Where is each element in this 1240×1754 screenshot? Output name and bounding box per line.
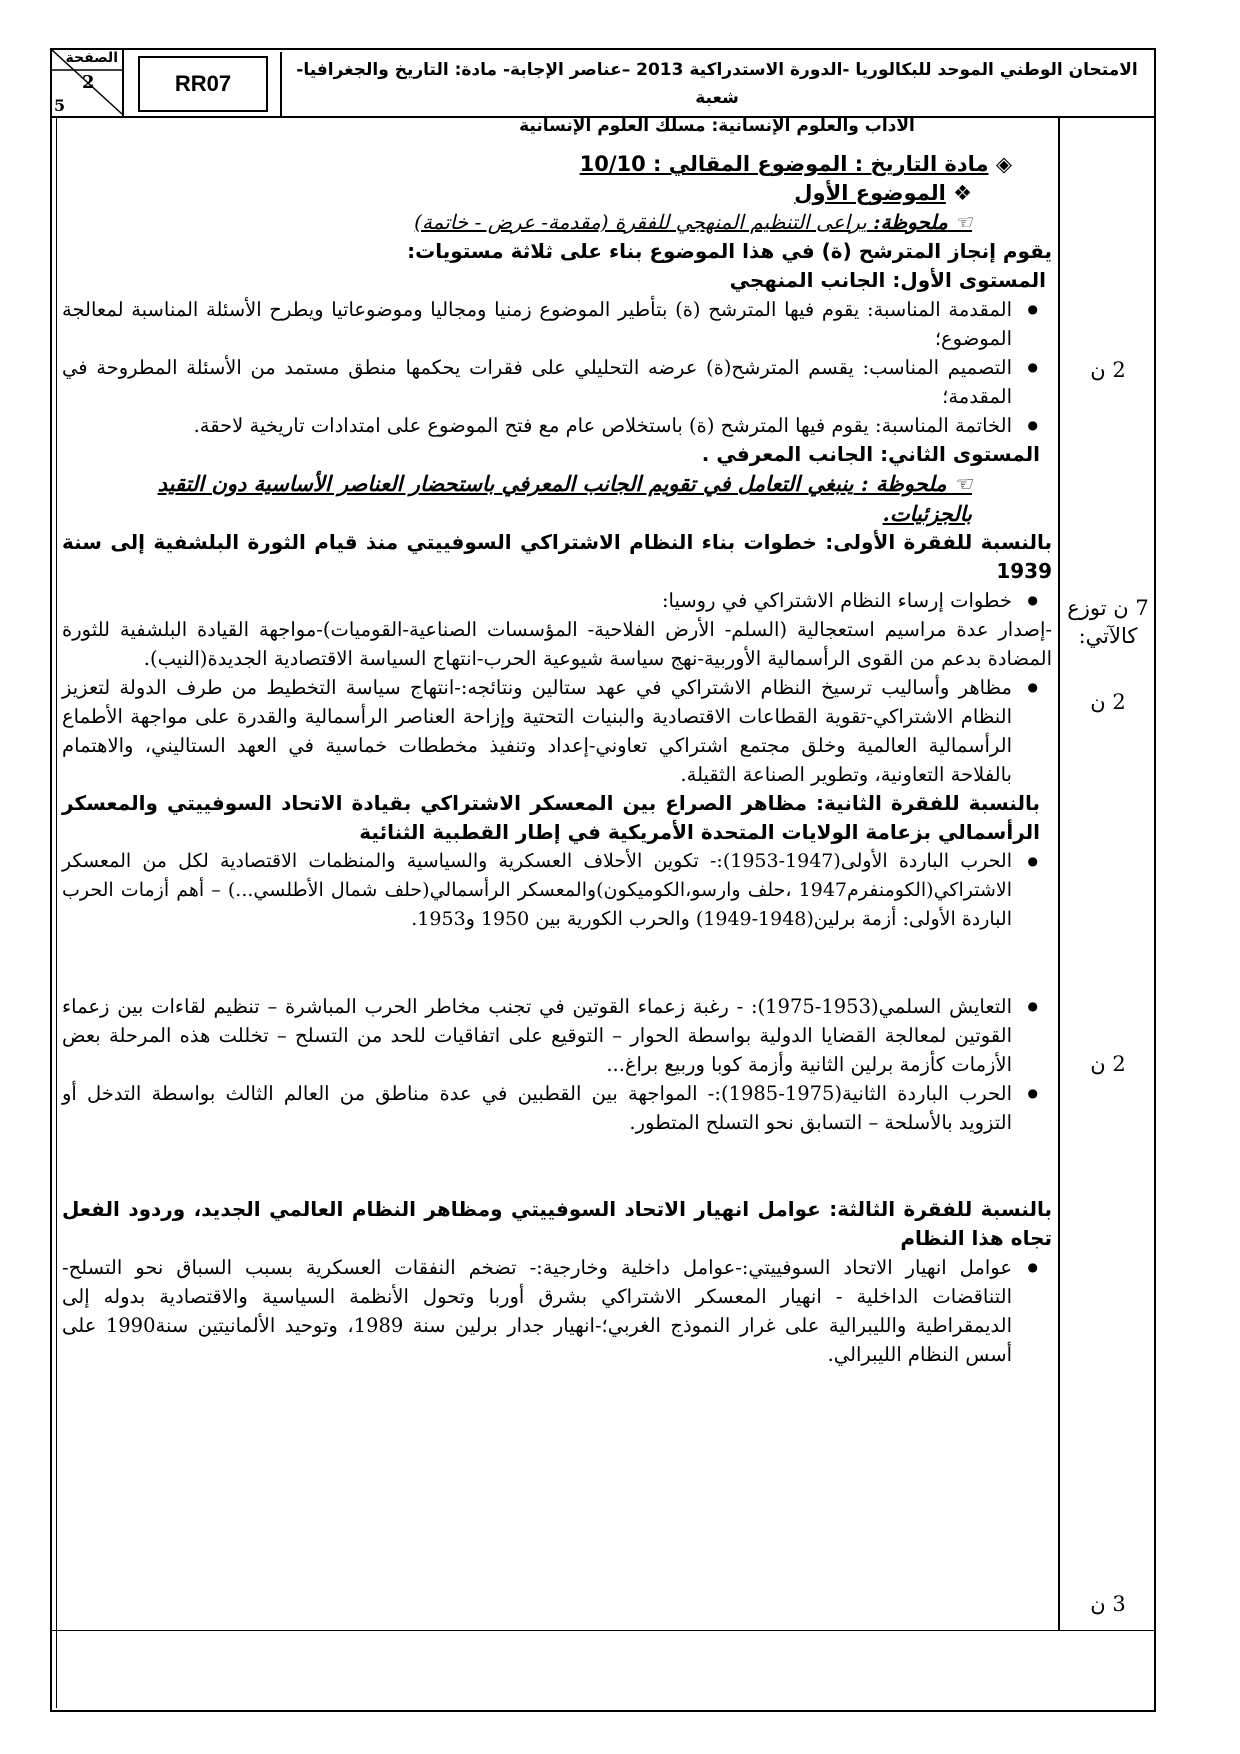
note-knowledge xyxy=(62,469,1052,528)
exam-title xyxy=(280,52,1152,136)
level1-bullet-intro: ● المقدمة المناسبة: يقوم فيها المترشح (ة) بتأطير الموضوع زمنيا ومجاليا وموضوعاتيا ويطرح الأسئلة المناسبة لمعالجة الموضوع؛ xyxy=(62,295,1052,353)
p1-bullet-steps: ● خطوات إرساء النظام الاشتراكي في روسيا: xyxy=(62,586,1052,615)
spacer xyxy=(62,1137,1052,1195)
note-label: ملحوظة: xyxy=(873,210,948,234)
note-methodology xyxy=(62,208,1052,237)
page-number: 2 xyxy=(82,72,95,93)
note2-text: ينبغي التعامل في تقويم الجانب المعرفي باستحضار العناصر الأساسية دون التقيد بالجزئيات. xyxy=(157,471,972,526)
p2-bullet-cold-war1: ● الحرب الباردة الأولى(1947-1953):- تكوين الأحلاف العسكرية والسياسية والمنظمات الاقتصادية لكل من المعسكر الاشتراكي(الكومنفرم1947 ،حلف وارسو،الكوميكون)والمعسكر الرأسمالي(حلف شمال الأطلسي...) – أهم أزمات الحرب الباردة الأولى: أزمة برلين(1948-1949) والحرب الكورية بين 1950 و1953. xyxy=(62,847,1052,934)
level2-heading: المستوى الثاني: الجانب المعرفي . xyxy=(701,442,1040,466)
pointing-hand-icon: ☜ xyxy=(946,472,972,496)
star-icon: ❖ xyxy=(945,181,972,205)
p2-bullet-coexistence: ● التعايش السلمي(1953-1975): - رغبة زعماء القوتين في تجنب مخاطر الحرب المباشرة – تنظيم لقاءات بين زعماء القوتين لمعالجة القضايا الدولية بواسطة الحوار – التوقيع على اتفاقيات للحد من التسلح – تخللت هذه المرحلة بعض الأزمات كأزمة برلين الثانية وأزمة كوبا وربيع براغ... xyxy=(62,992,1052,1079)
topic-title-text: الموضوع الأول xyxy=(794,181,946,205)
bottom-rule xyxy=(52,1630,1156,1631)
paragraph1-heading: بالنسبة للفقرة الأولى: خطوات بناء النظام الاشتراكي السوفييتي منذ قيام الثورة البلشفية إلى سنة 1939 xyxy=(62,530,1052,583)
topic-title xyxy=(62,179,1052,208)
intro-line: يقوم إنجاز المترشح (ة) في هذا الموضوع بناء على ثلاثة مستويات: xyxy=(407,239,1052,263)
score-paragraph1: 2 ن xyxy=(1090,690,1126,714)
level1-bullet-plan: ● التصميم المناسب: يقسم المترشح(ة) عرضه التحليلي على فقرات يحكمها منطق مستمد من الأسئلة المطروحة في المقدمة؛ xyxy=(62,353,1052,411)
note-text: يراعى التنظيم المنهجي للفقرة (مقدمة- عرض - خاتمة) xyxy=(414,210,867,234)
p3-bullet-collapse: ● عوامل انهيار الاتحاد السوفييتي:-عوامل داخلية وخارجية:- تضخم النفقات العسكرية بسبب السباق نحو التسلح- التناقضات الداخلية - انهيار المعسكر الاشتراكي بشرق أوربا وتحول الأنظمة السياسية والاقتصادية بدوله إلى الديمقراطية والليبرالية على غرار النموذج الغربي؛-انهيار جدار برلين سنة 1989، وتوحيد الألمانيتين سنة1990 على أسس النظام الليبرالي. xyxy=(62,1253,1052,1369)
exam-title-line2: الآداب والعلوم الإنسانية: مسلك العلوم الإنسانية xyxy=(519,116,915,136)
note2-label: ملحوظة : xyxy=(860,471,947,496)
score-paragraph3: 3 ن xyxy=(1090,1592,1126,1616)
paragraph3-heading: بالنسبة للفقرة الثالثة: عوامل انهيار الاتحاد السوفييتي ومظاهر النظام العالمي الجديد، وردود الفعل تجاه هذا النظام xyxy=(62,1197,1052,1250)
diamond-icon: ◈ xyxy=(988,152,1012,176)
level1-heading: المستوى الأول: الجانب المنهجي xyxy=(729,268,1046,292)
score-paragraph2: 2 ن xyxy=(1090,1052,1126,1076)
page-indicator xyxy=(52,50,124,116)
page-label: الصفحة xyxy=(65,50,118,66)
exam-title-line1: الامتحان الوطني الموحد للبكالوريا -الدورة الاستدراكية 2013 –عناصر الإجابة- مادة: التاريخ والجغرافيا- شعبة xyxy=(296,60,1138,108)
score-level1: 2 ن xyxy=(1090,358,1126,382)
score-level2: 7 ن توزع كالآتي: xyxy=(1067,596,1149,648)
exam-header xyxy=(50,48,1156,136)
pointing-hand-icon: ☜ xyxy=(947,210,972,234)
p2-bullet-cold-war2: ● الحرب الباردة الثانية(1975-1985):- المواجهة بين القطبين في عدة مناطق من العالم الثالث بواسطة التدخل أو التزويد بالأسلحة – التسابق نحو التسلح المتطور. xyxy=(62,1079,1052,1137)
subject-title xyxy=(62,150,1052,179)
p1-bullet-stalin: ● مظاهر وأساليب ترسيخ النظام الاشتراكي في عهد ستالين ونتائجه:-انتهاج سياسة التخطيط من طرف الدولة لتعزيز النظام الاشتراكي-تقوية القطاعات الاقتصادية والبنيات التحتية وإزاحة العناصر الرأسمالية والقدرة على مواجهة الأطماع الرأسمالية العالمية وخلق مجتمع اشتراكي تعاوني-إعداد وتنفيذ مخططات خماسية في العهد الستاليني، والاهتمام بالفلاحة التعاونية، وتطوير الصناعة الثقيلة. xyxy=(62,673,1052,789)
answer-content xyxy=(62,150,1052,1369)
page-total: 5 xyxy=(54,96,66,115)
level1-bullet-conclusion: ● الخاتمة المناسبة: يقوم فيها المترشح (ة) باستخلاص عام مع فتح الموضوع على امتدادات تاريخية لاحقة. xyxy=(62,411,1052,440)
paragraph2-heading: بالنسبة للفقرة الثانية: مظاهر الصراع بين المعسكر الاشتراكي بقيادة الاتحاد السوفييتي والمعسكر الرأسمالي بزعامة الولايات المتحدة الأمريكية في إطار القطبية الثنائية xyxy=(62,791,1040,844)
p1-steps-text: -إصدار عدة مراسيم استعجالية (السلم- الأرض الفلاحية- المؤسسات الصناعية-القوميات)-مواجهة القيادة البلشفية للثورة المضادة بدعم من القوى الرأسمالية الأوربية-نهج سياسة شيوعية الحرب-انتهاج السياسة الاقتصادية الجديدة(النيب). xyxy=(62,618,1052,670)
exam-code: RR07 xyxy=(138,56,268,112)
score-column-divider xyxy=(1058,118,1060,1630)
inner-border-line xyxy=(56,118,57,1708)
subject-title-text: مادة التاريخ : الموضوع المقالي : 10/10 xyxy=(579,152,989,176)
spacer xyxy=(62,934,1052,992)
